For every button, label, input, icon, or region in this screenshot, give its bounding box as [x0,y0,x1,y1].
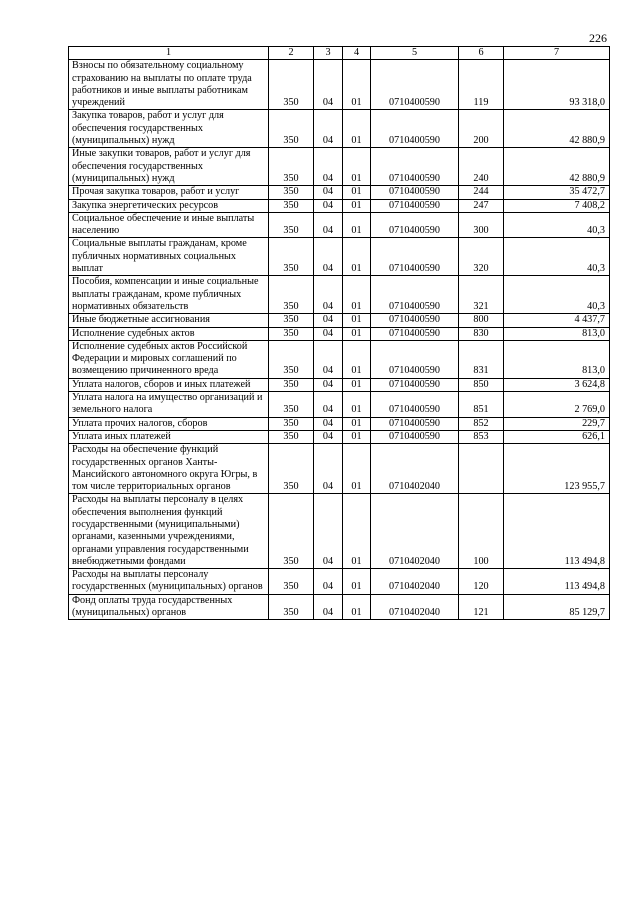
row-ministry-code: 350 [269,494,314,569]
row-target-article: 0710400590 [371,60,459,110]
row-subsection: 01 [343,569,371,595]
row-target-article: 0710400590 [371,392,459,418]
row-amount: 113 494,8 [504,569,610,595]
row-amount: 42 880,9 [504,110,610,148]
row-name: Закупка энергетических ресурсов [69,199,269,212]
row-subsection: 01 [343,238,371,276]
row-amount: 3 624,8 [504,378,610,391]
row-name: Исполнение судебных актов Российской Федерации и мировых соглашений по возмещению причиненного вреда [69,340,269,378]
row-ministry-code: 350 [269,314,314,327]
header-col-4: 4 [343,47,371,60]
row-amount: 113 494,8 [504,494,610,569]
row-subsection: 01 [343,314,371,327]
row-amount: 40,3 [504,238,610,276]
row-target-article: 0710400590 [371,199,459,212]
row-target-article: 0710400590 [371,378,459,391]
row-subsection: 01 [343,430,371,443]
row-amount: 42 880,9 [504,148,610,186]
row-name: Расходы на обеспечение функций государственных органов Ханты-Мансийского автономного округа Югры, в том числе территориальных органов [69,444,269,494]
row-target-article: 0710400590 [371,110,459,148]
row-section: 04 [314,110,343,148]
table-row [69,238,610,276]
row-expense-type: 320 [459,238,504,276]
row-section: 04 [314,569,343,595]
row-subsection: 01 [343,60,371,110]
row-expense-type: 120 [459,569,504,595]
row-name: Взносы по обязательному социальному страхованию на выплаты по оплате труда работников и иные выплаты работникам учреждений [69,60,269,110]
row-section: 04 [314,327,343,340]
row-name: Социальные выплаты гражданам, кроме публичных нормативных социальных выплат [69,238,269,276]
row-section: 04 [314,199,343,212]
row-target-article: 0710400590 [371,186,459,199]
row-expense-type: 850 [459,378,504,391]
row-section: 04 [314,212,343,238]
row-name: Исполнение судебных актов [69,327,269,340]
row-subsection: 01 [343,378,371,391]
row-expense-type: 851 [459,392,504,418]
row-section: 04 [314,340,343,378]
row-name: Закупка товаров, работ и услуг для обеспечения государственных (муниципальных) нужд [69,110,269,148]
row-target-article: 0710400590 [371,327,459,340]
row-expense-type: 244 [459,186,504,199]
table-row [69,417,610,430]
row-ministry-code: 350 [269,444,314,494]
row-name: Уплата налога на имущество организаций и земельного налога [69,392,269,418]
row-expense-type: 800 [459,314,504,327]
budget-table [68,46,610,620]
row-subsection: 01 [343,444,371,494]
row-amount: 229,7 [504,417,610,430]
row-section: 04 [314,444,343,494]
row-expense-type: 853 [459,430,504,443]
header-col-2: 2 [269,47,314,60]
row-amount: 626,1 [504,430,610,443]
row-target-article: 0710400590 [371,276,459,314]
row-expense-type [459,444,504,494]
row-section: 04 [314,378,343,391]
table-row [69,340,610,378]
row-target-article: 0710402040 [371,444,459,494]
row-amount: 2 769,0 [504,392,610,418]
row-subsection: 01 [343,494,371,569]
row-name: Прочая закупка товаров, работ и услуг [69,186,269,199]
row-amount: 813,0 [504,327,610,340]
row-ministry-code: 350 [269,392,314,418]
header-col-3: 3 [314,47,343,60]
table-row [69,199,610,212]
row-expense-type: 830 [459,327,504,340]
row-ministry-code: 350 [269,238,314,276]
row-target-article: 0710400590 [371,430,459,443]
row-section: 04 [314,494,343,569]
row-expense-type: 240 [459,148,504,186]
row-target-article: 0710400590 [371,212,459,238]
row-expense-type: 100 [459,494,504,569]
row-target-article: 0710402040 [371,494,459,569]
row-ministry-code: 350 [269,417,314,430]
header-col-6: 6 [459,47,504,60]
row-name: Иные закупки товаров, работ и услуг для обеспечения государственных (муниципальных) нужд [69,148,269,186]
table-row [69,60,610,110]
row-expense-type: 831 [459,340,504,378]
row-section: 04 [314,314,343,327]
row-ministry-code: 350 [269,199,314,212]
table-row [69,212,610,238]
row-target-article: 0710400590 [371,238,459,276]
row-target-article: 0710400590 [371,148,459,186]
row-amount: 40,3 [504,276,610,314]
row-ministry-code: 350 [269,340,314,378]
row-ministry-code: 350 [269,212,314,238]
row-subsection: 01 [343,212,371,238]
table-row [69,276,610,314]
row-ministry-code: 350 [269,276,314,314]
row-expense-type: 247 [459,199,504,212]
row-section: 04 [314,60,343,110]
table-header-row [69,47,610,60]
row-expense-type: 121 [459,594,504,620]
row-expense-type: 200 [459,110,504,148]
row-amount: 813,0 [504,340,610,378]
row-ministry-code: 350 [269,110,314,148]
row-name: Уплата иных платежей [69,430,269,443]
row-name: Уплата налогов, сборов и иных платежей [69,378,269,391]
table-row [69,110,610,148]
table-row [69,594,610,620]
row-subsection: 01 [343,276,371,314]
row-target-article: 0710400590 [371,340,459,378]
row-section: 04 [314,417,343,430]
row-name: Расходы на выплаты персоналу в целях обеспечения выполнения функций государственными (муниципальными) органами, казенными учреждениями, органами управления государственными внебюджетными фондами [69,494,269,569]
row-ministry-code: 350 [269,148,314,186]
row-expense-type: 321 [459,276,504,314]
row-ministry-code: 350 [269,430,314,443]
table-row [69,494,610,569]
row-amount: 93 318,0 [504,60,610,110]
row-section: 04 [314,276,343,314]
table-row [69,430,610,443]
row-amount: 7 408,2 [504,199,610,212]
row-name: Фонд оплаты труда государственных (муниципальных) органов [69,594,269,620]
row-expense-type: 119 [459,60,504,110]
row-section: 04 [314,148,343,186]
row-section: 04 [314,238,343,276]
table-row [69,569,610,595]
row-name: Расходы на выплаты персоналу государственных (муниципальных) органов [69,569,269,595]
table-row [69,444,610,494]
row-name: Пособия, компенсации и иные социальные выплаты гражданам, кроме публичных нормативных обязательств [69,276,269,314]
row-amount: 85 129,7 [504,594,610,620]
header-col-7: 7 [504,47,610,60]
row-subsection: 01 [343,340,371,378]
row-subsection: 01 [343,110,371,148]
row-amount: 40,3 [504,212,610,238]
row-ministry-code: 350 [269,594,314,620]
table-row [69,378,610,391]
row-ministry-code: 350 [269,186,314,199]
header-col-1: 1 [69,47,269,60]
row-ministry-code: 350 [269,60,314,110]
row-ministry-code: 350 [269,327,314,340]
row-subsection: 01 [343,327,371,340]
row-name: Социальное обеспечение и иные выплаты населению [69,212,269,238]
row-amount: 123 955,7 [504,444,610,494]
row-subsection: 01 [343,199,371,212]
row-amount: 35 472,7 [504,186,610,199]
row-ministry-code: 350 [269,378,314,391]
row-target-article: 0710400590 [371,314,459,327]
row-expense-type: 300 [459,212,504,238]
row-subsection: 01 [343,148,371,186]
table-row [69,392,610,418]
table-row [69,148,610,186]
row-amount: 4 437,7 [504,314,610,327]
row-section: 04 [314,392,343,418]
row-section: 04 [314,430,343,443]
row-subsection: 01 [343,392,371,418]
row-name: Уплата прочих налогов, сборов [69,417,269,430]
row-subsection: 01 [343,417,371,430]
row-subsection: 01 [343,594,371,620]
table-row [69,327,610,340]
page-number: 226 [589,31,607,45]
row-target-article: 0710402040 [371,569,459,595]
header-col-5: 5 [371,47,459,60]
table-row [69,314,610,327]
row-name: Иные бюджетные ассигнования [69,314,269,327]
row-subsection: 01 [343,186,371,199]
row-section: 04 [314,594,343,620]
row-target-article: 0710402040 [371,594,459,620]
row-expense-type: 852 [459,417,504,430]
table-row [69,186,610,199]
row-ministry-code: 350 [269,569,314,595]
row-target-article: 0710400590 [371,417,459,430]
row-section: 04 [314,186,343,199]
